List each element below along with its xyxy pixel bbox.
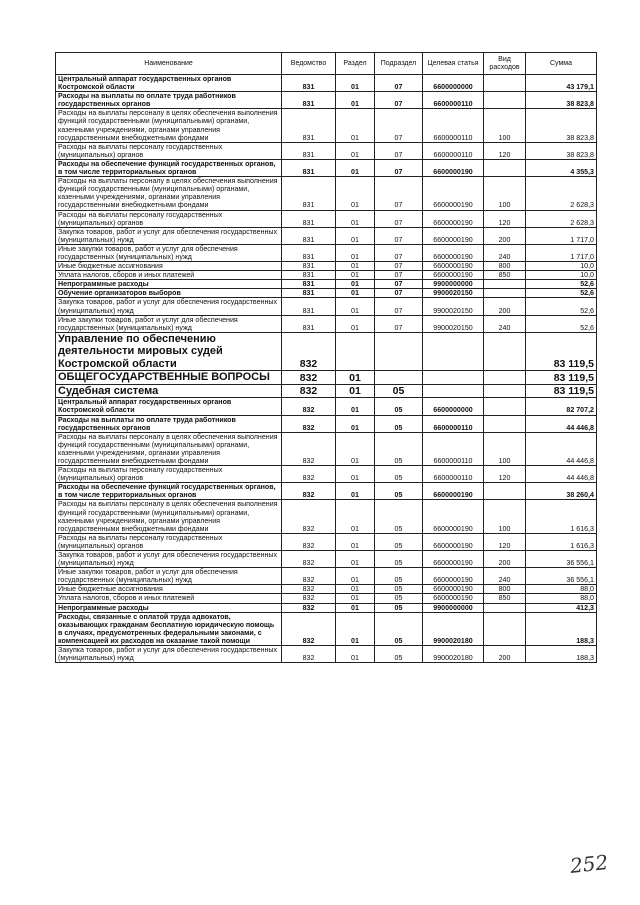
row-vid-raskhodov [484, 384, 526, 398]
table-row [56, 298, 597, 315]
row-podrazdel: 07 [375, 271, 423, 280]
table-body [56, 75, 597, 663]
row-celevaya-statya [423, 371, 484, 385]
row-razdel: 01 [336, 142, 375, 159]
row-summa: 2 628,3 [526, 210, 597, 227]
row-celevaya-statya: 6600000190 [423, 210, 484, 227]
row-podrazdel: 05 [375, 585, 423, 594]
row-summa: 38 823,8 [526, 109, 597, 142]
row-summa: 44 446,8 [526, 466, 597, 483]
table-row [56, 109, 597, 142]
row-celevaya-statya: 9900020150 [423, 289, 484, 298]
row-name: Расходы на выплаты персоналу в целях обеспечения выполнения функций государственными (муниципальными) органами, казенными учреждениями, органами управления государственными внебюджетными фондами [56, 432, 282, 465]
row-podrazdel: 05 [375, 483, 423, 500]
row-celevaya-statya [423, 384, 484, 398]
row-vedomstvo: 832 [282, 585, 336, 594]
row-celevaya-statya: 6600000110 [423, 466, 484, 483]
row-vedomstvo: 832 [282, 432, 336, 465]
row-podrazdel: 05 [375, 432, 423, 465]
row-summa: 52,6 [526, 298, 597, 315]
row-celevaya-statya: 9900020180 [423, 612, 484, 645]
row-podrazdel: 05 [375, 594, 423, 603]
row-razdel: 01 [336, 371, 375, 385]
table-row [56, 594, 597, 603]
table-row [56, 142, 597, 159]
row-razdel [336, 332, 375, 371]
table-row [56, 500, 597, 533]
row-vid-raskhodov: 800 [484, 585, 526, 594]
row-vid-raskhodov: 100 [484, 177, 526, 210]
row-summa: 1 616,3 [526, 533, 597, 550]
row-celevaya-statya: 6600000000 [423, 398, 484, 415]
row-vedomstvo: 831 [282, 280, 336, 289]
table-row [56, 533, 597, 550]
row-name: Расходы на выплаты персоналу в целях обеспечения выполнения функций государственными (муниципальными) органами, казенными учреждениями, органами управления государственными внебюджетными фондами [56, 109, 282, 142]
row-vedomstvo: 831 [282, 142, 336, 159]
row-vid-raskhodov [484, 332, 526, 371]
row-vid-raskhodov: 120 [484, 533, 526, 550]
table-row [56, 227, 597, 244]
row-summa: 52,6 [526, 280, 597, 289]
row-vedomstvo: 831 [282, 315, 336, 332]
row-razdel: 01 [336, 227, 375, 244]
handwritten-page-number: 252 [568, 850, 610, 878]
row-summa: 38 823,8 [526, 142, 597, 159]
table-row [56, 415, 597, 432]
row-name: Расходы на выплаты по оплате труда работников государственных органов [56, 92, 282, 109]
row-name: Расходы на выплаты персоналу государственных (муниципальных) органов [56, 533, 282, 550]
row-name: Иные бюджетные ассигнования [56, 262, 282, 271]
row-name: Иные закупки товаров, работ и услуг для обеспечения государственных (муниципальных) нужд [56, 315, 282, 332]
row-celevaya-statya: 6600000190 [423, 271, 484, 280]
row-podrazdel: 07 [375, 142, 423, 159]
row-summa: 88,0 [526, 585, 597, 594]
row-summa: 52,6 [526, 315, 597, 332]
row-summa: 88,0 [526, 594, 597, 603]
header-razdel: Раздел [336, 53, 375, 75]
table-row [56, 92, 597, 109]
row-razdel: 01 [336, 280, 375, 289]
row-razdel: 01 [336, 109, 375, 142]
row-name: Уплата налогов, сборов и иных платежей [56, 594, 282, 603]
row-vedomstvo: 832 [282, 371, 336, 385]
table-row [56, 371, 597, 385]
row-vid-raskhodov: 240 [484, 315, 526, 332]
table-row [56, 75, 597, 92]
row-summa: 188,3 [526, 612, 597, 645]
row-podrazdel: 05 [375, 646, 423, 663]
table-row [56, 612, 597, 645]
row-name: Непрограммные расходы [56, 603, 282, 612]
row-vedomstvo: 831 [282, 75, 336, 92]
row-vedomstvo: 832 [282, 594, 336, 603]
table-row [56, 262, 597, 271]
row-name: Иные бюджетные ассигнования [56, 585, 282, 594]
row-summa: 52,6 [526, 289, 597, 298]
row-podrazdel: 05 [375, 415, 423, 432]
row-celevaya-statya: 6600000110 [423, 142, 484, 159]
row-vid-raskhodov: 120 [484, 210, 526, 227]
table-row [56, 289, 597, 298]
row-podrazdel: 07 [375, 280, 423, 289]
header-name: Наименование [56, 53, 282, 75]
table-row [56, 646, 597, 663]
row-vid-raskhodov [484, 603, 526, 612]
row-razdel: 01 [336, 646, 375, 663]
row-vid-raskhodov: 200 [484, 227, 526, 244]
row-summa: 43 179,1 [526, 75, 597, 92]
row-summa: 2 628,3 [526, 177, 597, 210]
row-razdel: 01 [336, 384, 375, 398]
row-podrazdel: 05 [375, 551, 423, 568]
row-razdel: 01 [336, 298, 375, 315]
table-row [56, 568, 597, 585]
row-podrazdel: 05 [375, 612, 423, 645]
row-name: Управление по обеспечению деятельности мировых судей Костромской области [56, 332, 282, 371]
row-podrazdel: 05 [375, 384, 423, 398]
row-celevaya-statya: 6600000110 [423, 92, 484, 109]
row-name: Расходы на обеспечение функций государственных органов, в том числе территориальных органов [56, 159, 282, 176]
row-name: Центральный аппарат государственных органов Костромской области [56, 398, 282, 415]
row-celevaya-statya: 6600000110 [423, 415, 484, 432]
row-razdel: 01 [336, 415, 375, 432]
row-summa: 38 260,4 [526, 483, 597, 500]
row-summa: 412,3 [526, 603, 597, 612]
row-vid-raskhodov: 200 [484, 551, 526, 568]
row-vedomstvo: 831 [282, 159, 336, 176]
row-name: Центральный аппарат государственных органов Костромской области [56, 75, 282, 92]
row-celevaya-statya: 9900000000 [423, 603, 484, 612]
row-celevaya-statya: 6600000190 [423, 177, 484, 210]
table-row [56, 244, 597, 261]
row-podrazdel: 07 [375, 75, 423, 92]
row-vedomstvo: 832 [282, 551, 336, 568]
row-vedomstvo: 832 [282, 483, 336, 500]
row-celevaya-statya: 6600000190 [423, 551, 484, 568]
row-name: Закупка товаров, работ и услуг для обеспечения государственных (муниципальных) нужд [56, 646, 282, 663]
row-name: Расходы на выплаты персоналу государственных (муниципальных) органов [56, 466, 282, 483]
table-row [56, 551, 597, 568]
row-vid-raskhodov [484, 280, 526, 289]
row-vedomstvo: 832 [282, 332, 336, 371]
row-celevaya-statya: 6600000190 [423, 159, 484, 176]
row-razdel: 01 [336, 159, 375, 176]
row-name: Уплата налогов, сборов и иных платежей [56, 271, 282, 280]
table-row [56, 210, 597, 227]
row-podrazdel [375, 332, 423, 371]
row-vedomstvo: 831 [282, 271, 336, 280]
row-podrazdel: 07 [375, 262, 423, 271]
row-celevaya-statya: 6600000190 [423, 227, 484, 244]
row-celevaya-statya: 6600000110 [423, 432, 484, 465]
row-name: Судебная система [56, 384, 282, 398]
row-celevaya-statya: 9900020180 [423, 646, 484, 663]
row-podrazdel: 07 [375, 92, 423, 109]
row-summa: 1 717,0 [526, 244, 597, 261]
row-razdel: 01 [336, 483, 375, 500]
row-razdel: 01 [336, 594, 375, 603]
row-summa: 36 556,1 [526, 568, 597, 585]
row-summa: 10,0 [526, 262, 597, 271]
row-summa: 1 616,3 [526, 500, 597, 533]
row-celevaya-statya: 6600000000 [423, 75, 484, 92]
row-vedomstvo: 831 [282, 210, 336, 227]
row-razdel: 01 [336, 75, 375, 92]
row-podrazdel: 07 [375, 227, 423, 244]
row-name: Обучение организаторов выборов [56, 289, 282, 298]
row-summa: 44 446,8 [526, 432, 597, 465]
row-vid-raskhodov: 800 [484, 262, 526, 271]
row-summa: 1 717,0 [526, 227, 597, 244]
row-podrazdel: 07 [375, 109, 423, 142]
row-celevaya-statya [423, 332, 484, 371]
row-vid-raskhodov [484, 75, 526, 92]
row-vedomstvo: 832 [282, 612, 336, 645]
table-row [56, 177, 597, 210]
row-summa: 4 355,3 [526, 159, 597, 176]
row-summa: 38 823,8 [526, 92, 597, 109]
row-vedomstvo: 831 [282, 289, 336, 298]
row-vedomstvo: 831 [282, 298, 336, 315]
row-razdel: 01 [336, 177, 375, 210]
row-razdel: 01 [336, 92, 375, 109]
row-vedomstvo: 831 [282, 244, 336, 261]
table-row [56, 398, 597, 415]
row-podrazdel [375, 371, 423, 385]
row-podrazdel: 07 [375, 177, 423, 210]
row-vid-raskhodov: 240 [484, 244, 526, 261]
row-vid-raskhodov [484, 483, 526, 500]
row-vid-raskhodov: 200 [484, 646, 526, 663]
row-podrazdel: 05 [375, 533, 423, 550]
row-podrazdel: 05 [375, 603, 423, 612]
row-vid-raskhodov [484, 92, 526, 109]
row-razdel: 01 [336, 551, 375, 568]
row-razdel: 01 [336, 612, 375, 645]
row-razdel: 01 [336, 289, 375, 298]
row-name: Расходы на выплаты персоналу государственных (муниципальных) органов [56, 210, 282, 227]
row-razdel: 01 [336, 500, 375, 533]
row-podrazdel: 05 [375, 398, 423, 415]
header-summa: Сумма [526, 53, 597, 75]
row-vedomstvo: 832 [282, 466, 336, 483]
row-razdel: 01 [336, 271, 375, 280]
row-vedomstvo: 831 [282, 109, 336, 142]
row-vid-raskhodov: 120 [484, 142, 526, 159]
row-name: Закупка товаров, работ и услуг для обеспечения государственных (муниципальных) нужд [56, 298, 282, 315]
row-vid-raskhodov [484, 159, 526, 176]
row-razdel: 01 [336, 210, 375, 227]
table-row [56, 432, 597, 465]
row-podrazdel: 07 [375, 159, 423, 176]
row-vid-raskhodov [484, 371, 526, 385]
table-row [56, 466, 597, 483]
row-podrazdel: 07 [375, 244, 423, 261]
row-vid-raskhodov: 100 [484, 432, 526, 465]
row-celevaya-statya: 6600000190 [423, 483, 484, 500]
row-razdel: 01 [336, 262, 375, 271]
row-name: Закупка товаров, работ и услуг для обеспечения государственных (муниципальных) нужд [56, 227, 282, 244]
header-vedomstvo: Ведомство [282, 53, 336, 75]
row-summa: 188,3 [526, 646, 597, 663]
table-row [56, 315, 597, 332]
row-razdel: 01 [336, 398, 375, 415]
table-row [56, 159, 597, 176]
row-podrazdel: 05 [375, 568, 423, 585]
table-row [56, 483, 597, 500]
row-name: Расходы, связанные с оплатой труда адвокатов, оказывающих гражданам бесплатную юридическую помощь в случаях, предусмотренных федеральными законами, с компенсацией их расходов на оказание такой помощи [56, 612, 282, 645]
row-celevaya-statya: 6600000190 [423, 568, 484, 585]
row-celevaya-statya: 6600000190 [423, 594, 484, 603]
row-name: Иные закупки товаров, работ и услуг для обеспечения государственных (муниципальных) нужд [56, 568, 282, 585]
row-vedomstvo: 832 [282, 384, 336, 398]
row-name: Закупка товаров, работ и услуг для обеспечения государственных (муниципальных) нужд [56, 551, 282, 568]
header-vid-raskhodov: Вид расходов [484, 53, 526, 75]
row-razdel: 01 [336, 533, 375, 550]
row-podrazdel: 07 [375, 210, 423, 227]
table-row [56, 603, 597, 612]
table-row [56, 280, 597, 289]
row-vedomstvo: 832 [282, 646, 336, 663]
row-name: Расходы на выплаты персоналу государственных (муниципальных) органов [56, 142, 282, 159]
table-row [56, 271, 597, 280]
row-summa: 83 119,5 [526, 371, 597, 385]
row-vid-raskhodov: 850 [484, 594, 526, 603]
row-vid-raskhodov: 200 [484, 298, 526, 315]
row-vid-raskhodov [484, 415, 526, 432]
row-vedomstvo: 831 [282, 227, 336, 244]
row-celevaya-statya: 6600000110 [423, 109, 484, 142]
row-vid-raskhodov [484, 612, 526, 645]
row-vedomstvo: 832 [282, 398, 336, 415]
row-razdel: 01 [336, 603, 375, 612]
row-name: Непрограммные расходы [56, 280, 282, 289]
header-row [56, 53, 597, 75]
row-razdel: 01 [336, 315, 375, 332]
row-podrazdel: 05 [375, 466, 423, 483]
table-row [56, 332, 597, 371]
row-vedomstvo: 832 [282, 533, 336, 550]
row-name: ОБЩЕГОСУДАРСТВЕННЫЕ ВОПРОСЫ [56, 371, 282, 385]
row-celevaya-statya: 6600000190 [423, 585, 484, 594]
row-summa: 10,0 [526, 271, 597, 280]
row-summa: 83 119,5 [526, 332, 597, 371]
row-vedomstvo: 831 [282, 262, 336, 271]
row-name: Расходы на выплаты персоналу в целях обеспечения выполнения функций государственными (муниципальными) органами, казенными учреждениями, органами управления государственными внебюджетными фондами [56, 500, 282, 533]
row-name: Расходы на выплаты по оплате труда работников государственных органов [56, 415, 282, 432]
table-row [56, 585, 597, 594]
row-summa: 82 707,2 [526, 398, 597, 415]
row-vid-raskhodov [484, 289, 526, 298]
row-vid-raskhodov [484, 398, 526, 415]
row-celevaya-statya: 9900020150 [423, 298, 484, 315]
row-celevaya-statya: 9900020150 [423, 315, 484, 332]
row-razdel: 01 [336, 568, 375, 585]
header-podrazdel: Подраздел [375, 53, 423, 75]
row-vid-raskhodov: 100 [484, 500, 526, 533]
row-vid-raskhodov: 120 [484, 466, 526, 483]
row-vedomstvo: 832 [282, 500, 336, 533]
row-podrazdel: 07 [375, 289, 423, 298]
header-celevaya-statya: Целевая статья [423, 53, 484, 75]
row-name: Расходы на выплаты персоналу в целях обеспечения выполнения функций государственными (муниципальными) органами, казенными учреждениями, органами управления государственными внебюджетными фондами [56, 177, 282, 210]
row-summa: 83 119,5 [526, 384, 597, 398]
row-celevaya-statya: 6600000190 [423, 500, 484, 533]
row-celevaya-statya: 6600000190 [423, 262, 484, 271]
row-razdel: 01 [336, 244, 375, 261]
row-summa: 44 446,8 [526, 415, 597, 432]
row-podrazdel: 07 [375, 298, 423, 315]
row-razdel: 01 [336, 466, 375, 483]
row-podrazdel: 07 [375, 315, 423, 332]
budget-table [55, 52, 597, 663]
row-vedomstvo: 832 [282, 603, 336, 612]
row-razdel: 01 [336, 585, 375, 594]
row-celevaya-statya: 9900000000 [423, 280, 484, 289]
row-vid-raskhodov: 240 [484, 568, 526, 585]
row-summa: 36 556,1 [526, 551, 597, 568]
row-vedomstvo: 831 [282, 177, 336, 210]
row-vid-raskhodov: 850 [484, 271, 526, 280]
row-vid-raskhodov: 100 [484, 109, 526, 142]
row-vedomstvo: 832 [282, 415, 336, 432]
row-celevaya-statya: 6600000190 [423, 533, 484, 550]
row-name: Расходы на обеспечение функций государственных органов, в том числе территориальных органов [56, 483, 282, 500]
row-razdel: 01 [336, 432, 375, 465]
row-vedomstvo: 831 [282, 92, 336, 109]
row-vedomstvo: 832 [282, 568, 336, 585]
table-row [56, 384, 597, 398]
row-name: Иные закупки товаров, работ и услуг для обеспечения государственных (муниципальных) нужд [56, 244, 282, 261]
row-celevaya-statya: 6600000190 [423, 244, 484, 261]
row-podrazdel: 05 [375, 500, 423, 533]
